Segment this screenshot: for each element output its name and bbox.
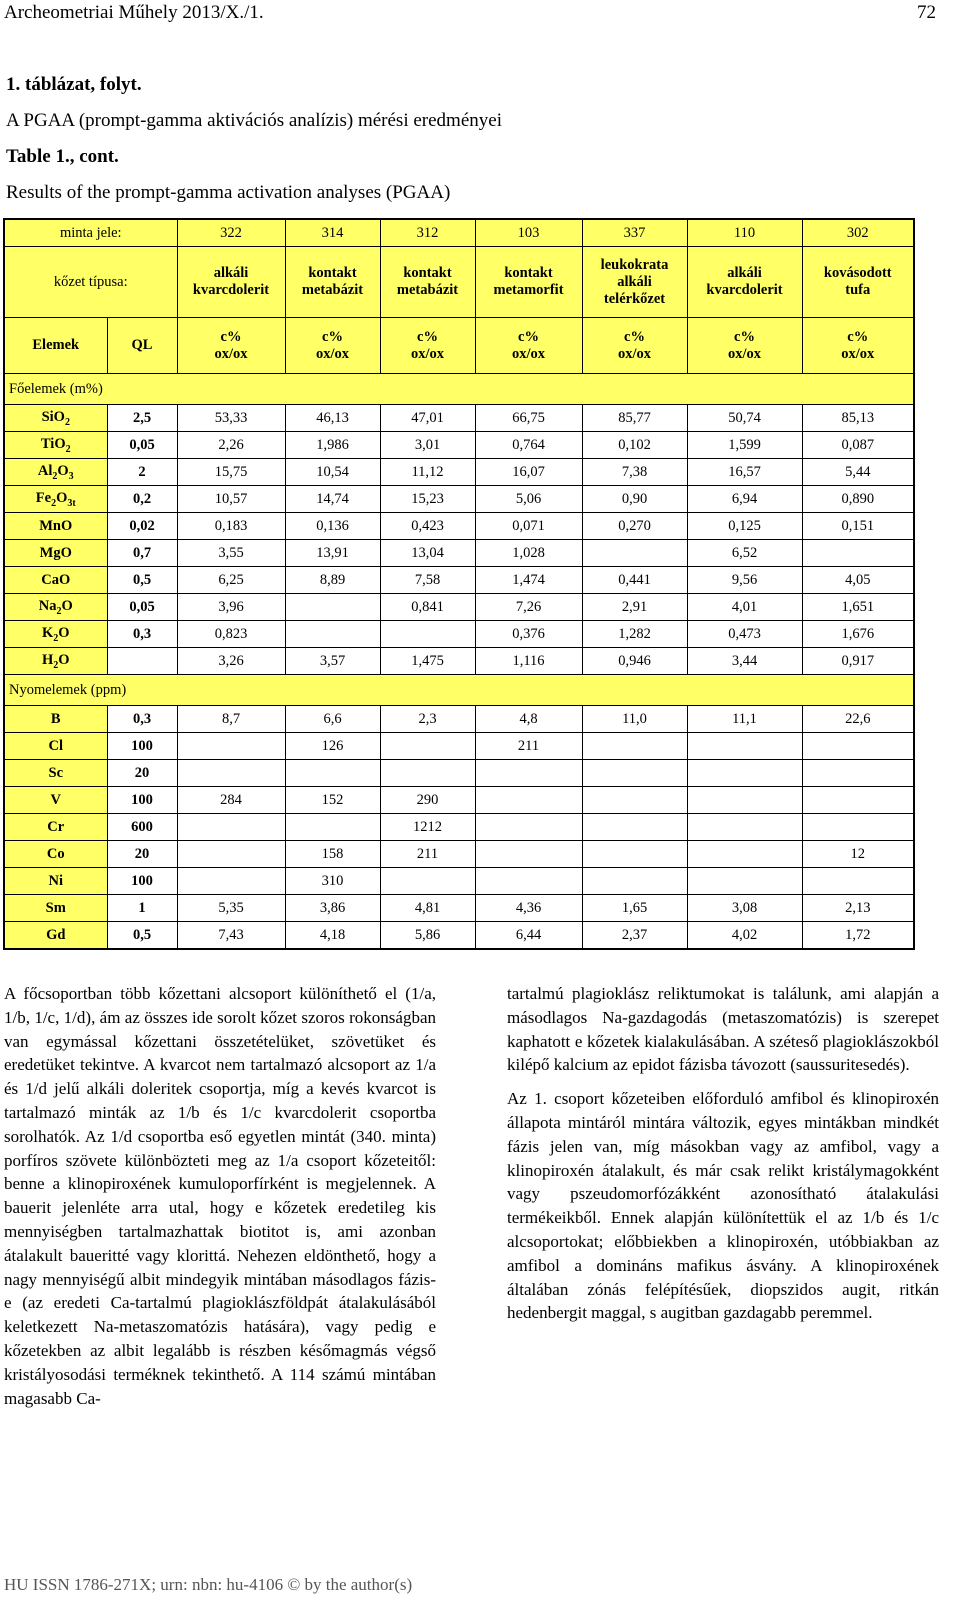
element-cell (4, 540, 107, 567)
ql-value: 600 (107, 814, 177, 841)
value-cell: 1,651 (802, 594, 914, 621)
value-cell (582, 868, 687, 895)
value-cell: 0,473 (687, 621, 802, 648)
value-cell: 4,8 (475, 706, 582, 733)
value-cell (475, 760, 582, 787)
ql-value: 0,05 (107, 594, 177, 621)
value-cell: 3,86 (285, 895, 380, 922)
ql-value: 0,02 (107, 513, 177, 540)
value-cell: 0,125 (687, 513, 802, 540)
ql-value: 0,5 (107, 567, 177, 594)
value-cell (582, 814, 687, 841)
rock-type (687, 247, 802, 318)
value-cell: 16,07 (475, 459, 582, 486)
element-cell (4, 459, 107, 486)
value-cell: 158 (285, 841, 380, 868)
value-cell: 5,06 (475, 486, 582, 513)
value-cell: 2,26 (177, 432, 285, 459)
value-cell (177, 814, 285, 841)
value-cell: 2,37 (582, 922, 687, 950)
value-cell (582, 787, 687, 814)
element-cell (4, 405, 107, 432)
value-cell: 3,96 (177, 594, 285, 621)
table-row (4, 648, 914, 675)
sample-id: 337 (582, 219, 687, 247)
element-symbol: H (41, 651, 54, 668)
element-cell: Gd (4, 922, 107, 950)
body-column-right (507, 982, 939, 1335)
value-cell: 3,55 (177, 540, 285, 567)
value-cell: 13,91 (285, 540, 380, 567)
element-subscript: 2 (64, 416, 70, 428)
ql-value: 20 (107, 841, 177, 868)
unit-cpct: c% (322, 328, 343, 345)
unit-cell (687, 318, 802, 374)
value-cell: 8,89 (285, 567, 380, 594)
page-number: 72 (917, 2, 936, 23)
value-cell: 0,917 (802, 648, 914, 675)
value-cell (177, 868, 285, 895)
value-cell: 46,13 (285, 405, 380, 432)
value-cell: 5,44 (802, 459, 914, 486)
unit-oxox: ox/ox (512, 345, 546, 362)
rock-type (285, 247, 380, 318)
value-cell (802, 787, 914, 814)
element-subscript: 2 (65, 443, 71, 455)
element-subscript: 3 (68, 470, 74, 482)
footer-issn: HU ISSN 1786-271X; urn: nbn: hu-4106 © by the author(s) (4, 1575, 413, 1594)
table-row (4, 459, 914, 486)
rock-type-line: metamorfit (493, 282, 564, 298)
value-cell (177, 760, 285, 787)
section-trace-label: Nyomelemek (ppm) (4, 675, 914, 706)
value-cell: 7,38 (582, 459, 687, 486)
value-cell (475, 841, 582, 868)
unit-cell (802, 318, 914, 374)
value-cell: 0,841 (380, 594, 475, 621)
unit-cell (380, 318, 475, 374)
paragraph: tartalmú plagioklász reliktumokat is találunk, ami alapján a másodlagos Na-gazdagodás (metaszomatózis) is szerepet kaphatott e kőzetek kialakulásában. A széteső plagioklászokból kilépő kalcium az epidot fázisba távozott (saussuritesedés). (507, 984, 939, 1075)
value-cell (475, 868, 582, 895)
element-symbol: CaO (41, 571, 71, 588)
rock-type-line: kontakt (308, 265, 357, 281)
element-cell (4, 594, 107, 621)
unit-cpct: c% (518, 328, 539, 345)
unit-oxox: ox/ox (411, 345, 445, 362)
element-cell (4, 567, 107, 594)
value-cell: 4,01 (687, 594, 802, 621)
unit-cell (475, 318, 582, 374)
value-cell: 6,25 (177, 567, 285, 594)
element-subscript: 2 (53, 632, 59, 644)
rock-type-line: metabázit (301, 282, 364, 298)
element-symbol: MgO (39, 544, 72, 561)
value-cell (802, 814, 914, 841)
rock-type-line: leukokrata (600, 256, 669, 273)
value-cell (380, 733, 475, 760)
table-row (4, 760, 914, 787)
table-row (4, 540, 914, 567)
ql-value: 0,3 (107, 621, 177, 648)
value-cell: 6,52 (687, 540, 802, 567)
table-row (4, 868, 914, 895)
ql-value: 0,2 (107, 486, 177, 513)
value-cell: 284 (177, 787, 285, 814)
value-cell: 12 (802, 841, 914, 868)
value-cell: 10,57 (177, 486, 285, 513)
value-cell: 0,183 (177, 513, 285, 540)
sample-id-label: minta jele: (4, 219, 177, 247)
element-subscript: 2 (52, 470, 58, 482)
value-cell (285, 621, 380, 648)
unit-cpct: c% (220, 328, 242, 345)
ql-value (107, 648, 177, 675)
value-cell: 0,90 (582, 486, 687, 513)
value-cell: 0,102 (582, 432, 687, 459)
element-subscript: 2 (51, 497, 57, 509)
value-cell (177, 841, 285, 868)
rock-type (380, 247, 475, 318)
value-cell: 4,81 (380, 895, 475, 922)
value-cell: 1,599 (687, 432, 802, 459)
paragraph: A főcsoportban több kőzettani alcsoport különíthető el (1/a, 1/b, 1/c, 1/d), ám az összes ide sorolt kőzet szoros rokonságban van egymással kőzettani összetételüket, szövetüket és eredetüket tekintve. A kvarcot nem tartalmazó alcsoport az 1/a és 1/d jelű alkáli doleritek csoportja, míg a kevés kvarcot is tartalmazó minták az 1/b és 1/c kvarcdolerit csoportba sorolhatók. Az 1/d csoportba eső egyetlen mintát (340. minta) porfíros szövete különbözteti meg az 1/a csoport kőzeteitől: benne a klinopiroxének kumuloporfírként is megjelennek. A bauerit jelenléte arra utal, hogy e kőzetek eredetileg kis mennyiségben tartalmazhattak biotitot is, ami azonban átalakult baueritté vagy klorittá. Nehezen eldönthető, hogy a nagy mennyiségű albit mindegyik mintában másodlagos fázis-e (az eredeti Ca-tartalmú plagioklászföldpát átalakulásából keletkezett Na-metaszomatózis hatására), vagy pedig e kőzetekben az albit legalább is részben későmagmás végső kristályosodási terméknek tekinthető. A 114 számú mintában magasabb Ca- (4, 984, 436, 1408)
value-cell: 1,676 (802, 621, 914, 648)
rock-type-label: kőzet típusa: (4, 247, 177, 318)
value-cell: 15,75 (177, 459, 285, 486)
value-cell: 4,36 (475, 895, 582, 922)
value-cell: 2,3 (380, 706, 475, 733)
section-row (4, 675, 914, 706)
value-cell (285, 814, 380, 841)
value-cell: 14,74 (285, 486, 380, 513)
sample-id: 103 (475, 219, 582, 247)
element-cell: Cr (4, 814, 107, 841)
pgaa-results-table (3, 218, 915, 950)
value-cell: 1212 (380, 814, 475, 841)
unit-oxox: ox/ox (316, 345, 350, 362)
rock-type (475, 247, 582, 318)
table-row (4, 432, 914, 459)
value-cell: 152 (285, 787, 380, 814)
table-caption-en: Table 1., cont. (6, 146, 119, 167)
unit-cpct: c% (417, 328, 438, 345)
value-cell: 211 (475, 733, 582, 760)
element-symbol: K (41, 624, 54, 641)
ql-value: 20 (107, 760, 177, 787)
table-row (4, 594, 914, 621)
value-cell: 4,18 (285, 922, 380, 950)
element-cell (4, 432, 107, 459)
element-symbol: Al (37, 462, 53, 479)
value-cell: 290 (380, 787, 475, 814)
section-row (4, 374, 914, 405)
ql-value: 0,5 (107, 922, 177, 950)
ql-value: 0,05 (107, 432, 177, 459)
value-cell: 7,26 (475, 594, 582, 621)
value-cell: 3,57 (285, 648, 380, 675)
value-cell: 85,77 (582, 405, 687, 432)
value-cell (285, 760, 380, 787)
value-cell: 11,12 (380, 459, 475, 486)
value-cell: 2,13 (802, 895, 914, 922)
value-cell (582, 841, 687, 868)
value-cell: 13,04 (380, 540, 475, 567)
value-cell (380, 868, 475, 895)
value-cell: 1,282 (582, 621, 687, 648)
element-symbol: TiO (40, 435, 66, 452)
table-row (4, 787, 914, 814)
ql-value: 0,7 (107, 540, 177, 567)
value-cell: 7,43 (177, 922, 285, 950)
value-cell: 0,890 (802, 486, 914, 513)
element-symbol: O (57, 462, 69, 479)
value-cell (687, 814, 802, 841)
element-cell: Co (4, 841, 107, 868)
table-row (4, 922, 914, 950)
ql-value: 100 (107, 787, 177, 814)
value-cell: 0,136 (285, 513, 380, 540)
table-row (4, 895, 914, 922)
value-cell (380, 760, 475, 787)
ql-value: 100 (107, 733, 177, 760)
value-cell: 1,65 (582, 895, 687, 922)
paragraph: Az 1. csoport kőzeteiben előforduló amfibol és klinopiroxén állapota mintáról mintára változik, egyes mintákban mindkét fázis jelen van, míg másokban vagy az amfibol, vagy a klinopiroxén átalakult, és már csak relikt kristálymagokként vagy pszeudomorfózákként azonosítható átalakulási termékeikből. Ennek alapján különítettük el az 1/b és 1/c alcsoportokat; előbbiekben a klinopiroxén, utóbbiakban az amfibol a domináns mafikus ásvány. A klinopiroxének általában zónás felépítésűek, diopszidos augit, ritkán hedenbergit maggal, s augitban gazdagabb peremmel. (507, 1089, 939, 1323)
element-symbol: Na (38, 597, 57, 614)
sample-id: 312 (380, 219, 475, 247)
value-cell: 85,13 (802, 405, 914, 432)
value-cell: 1,474 (475, 567, 582, 594)
table-title-hu: A PGAA (prompt-gamma aktivációs analízis) mérési eredményei (6, 110, 502, 131)
rock-type-line: metabázit (396, 282, 459, 298)
value-cell: 0,151 (802, 513, 914, 540)
body-column-left (4, 982, 436, 1420)
table-row (4, 814, 914, 841)
value-cell: 2,91 (582, 594, 687, 621)
value-cell: 3,44 (687, 648, 802, 675)
value-cell: 0,087 (802, 432, 914, 459)
value-cell: 22,6 (802, 706, 914, 733)
value-cell: 3,08 (687, 895, 802, 922)
unit-cell (582, 318, 687, 374)
unit-cpct: c% (847, 328, 869, 345)
value-cell: 6,94 (687, 486, 802, 513)
ql-value: 2,5 (107, 405, 177, 432)
value-cell (687, 868, 802, 895)
unit-cpct: c% (734, 328, 755, 345)
value-cell: 5,35 (177, 895, 285, 922)
value-cell: 3,26 (177, 648, 285, 675)
elements-label: Elemek (4, 318, 107, 374)
table-row (4, 706, 914, 733)
ql-value: 2 (107, 459, 177, 486)
section-major-label: Főelemek (m%) (4, 374, 914, 405)
value-cell: 11,0 (582, 706, 687, 733)
rock-type-line: alkáli (213, 265, 249, 281)
table-row (4, 567, 914, 594)
element-cell (4, 513, 107, 540)
value-cell (802, 760, 914, 787)
rock-type-line: tufa (845, 282, 871, 298)
rock-type-line: kontakt (504, 265, 553, 281)
element-symbol: O (58, 651, 70, 668)
value-cell (687, 787, 802, 814)
element-cell: Sc (4, 760, 107, 787)
element-symbol: O (61, 597, 73, 614)
value-cell (285, 594, 380, 621)
rock-type (177, 247, 285, 318)
value-cell: 0,423 (380, 513, 475, 540)
element-cell (4, 648, 107, 675)
ql-value: 1 (107, 895, 177, 922)
value-cell: 0,441 (582, 567, 687, 594)
rock-type-line: kvarcdolerit (192, 282, 270, 298)
value-cell: 1,986 (285, 432, 380, 459)
value-cell (475, 814, 582, 841)
element-cell: V (4, 787, 107, 814)
table-caption-hu: 1. táblázat, folyt. (6, 74, 142, 95)
value-cell: 16,57 (687, 459, 802, 486)
value-cell (582, 733, 687, 760)
ql-label: QL (107, 318, 177, 374)
element-subscript: 3t (67, 497, 76, 509)
element-symbol: MnO (39, 517, 73, 534)
sample-id: 322 (177, 219, 285, 247)
unit-cell (177, 318, 285, 374)
value-cell (582, 760, 687, 787)
rock-type-line: alkáli (727, 265, 762, 281)
value-cell: 1,72 (802, 922, 914, 950)
value-cell: 66,75 (475, 405, 582, 432)
rock-type-row (4, 247, 914, 318)
value-cell: 8,7 (177, 706, 285, 733)
unit-cpct: c% (624, 328, 645, 345)
table-row (4, 513, 914, 540)
value-cell: 0,946 (582, 648, 687, 675)
rock-type-line: kovásodott (823, 265, 892, 281)
element-cell: B (4, 706, 107, 733)
unit-oxox: ox/ox (214, 345, 248, 362)
value-cell: 1,028 (475, 540, 582, 567)
value-cell: 11,1 (687, 706, 802, 733)
rock-type-line: telérkőzet (603, 290, 666, 307)
value-cell: 4,05 (802, 567, 914, 594)
value-cell (802, 540, 914, 567)
journal-title: Archeometriai Műhely 2013/X./1. (4, 2, 264, 23)
value-cell: 211 (380, 841, 475, 868)
value-cell: 1,116 (475, 648, 582, 675)
value-cell (380, 621, 475, 648)
value-cell: 0,764 (475, 432, 582, 459)
value-cell (177, 733, 285, 760)
table-row (4, 405, 914, 432)
value-cell: 0,270 (582, 513, 687, 540)
value-cell: 310 (285, 868, 380, 895)
value-cell: 50,74 (687, 405, 802, 432)
table-row (4, 841, 914, 868)
sample-id: 110 (687, 219, 802, 247)
element-subscript: 2 (56, 605, 62, 617)
ql-value: 100 (107, 868, 177, 895)
element-symbol: Fe (35, 489, 52, 506)
running-header (4, 2, 936, 30)
value-cell (687, 760, 802, 787)
value-cell: 15,23 (380, 486, 475, 513)
table-row (4, 486, 914, 513)
rock-type (802, 247, 914, 318)
value-cell: 4,02 (687, 922, 802, 950)
value-cell (582, 540, 687, 567)
value-cell (802, 733, 914, 760)
rock-type-line: kontakt (403, 265, 452, 281)
value-cell: 53,33 (177, 405, 285, 432)
element-subscript: 2 (53, 659, 59, 671)
unit-row (4, 318, 914, 374)
element-cell: Cl (4, 733, 107, 760)
element-cell (4, 486, 107, 513)
value-cell: 5,86 (380, 922, 475, 950)
value-cell: 3,01 (380, 432, 475, 459)
unit-oxox: ox/ox (841, 345, 875, 362)
element-symbol: O (58, 624, 70, 641)
value-cell: 0,823 (177, 621, 285, 648)
element-cell: Sm (4, 895, 107, 922)
ql-value: 0,3 (107, 706, 177, 733)
value-cell: 1,475 (380, 648, 475, 675)
value-cell: 10,54 (285, 459, 380, 486)
value-cell: 47,01 (380, 405, 475, 432)
value-cell (687, 733, 802, 760)
value-cell: 9,56 (687, 567, 802, 594)
sample-id: 314 (285, 219, 380, 247)
value-cell (802, 868, 914, 895)
element-cell (4, 621, 107, 648)
element-symbol: O (56, 489, 68, 506)
table-title-en: Results of the prompt-gamma activation analyses (PGAA) (6, 182, 451, 203)
table-row (4, 733, 914, 760)
unit-oxox: ox/ox (728, 345, 762, 362)
element-cell: Ni (4, 868, 107, 895)
rock-type (582, 247, 687, 318)
element-symbol: SiO (41, 408, 65, 425)
table-row (4, 621, 914, 648)
value-cell: 6,44 (475, 922, 582, 950)
unit-cell (285, 318, 380, 374)
rock-type-line: alkáli (617, 273, 652, 290)
value-cell: 6,6 (285, 706, 380, 733)
value-cell: 7,58 (380, 567, 475, 594)
rock-type-line: kvarcdolerit (706, 282, 783, 298)
value-cell: 0,071 (475, 513, 582, 540)
sample-id: 302 (802, 219, 914, 247)
value-cell: 0,376 (475, 621, 582, 648)
value-cell (475, 787, 582, 814)
value-cell: 126 (285, 733, 380, 760)
unit-oxox: ox/ox (618, 345, 652, 362)
sample-id-row (4, 219, 914, 247)
value-cell (687, 841, 802, 868)
